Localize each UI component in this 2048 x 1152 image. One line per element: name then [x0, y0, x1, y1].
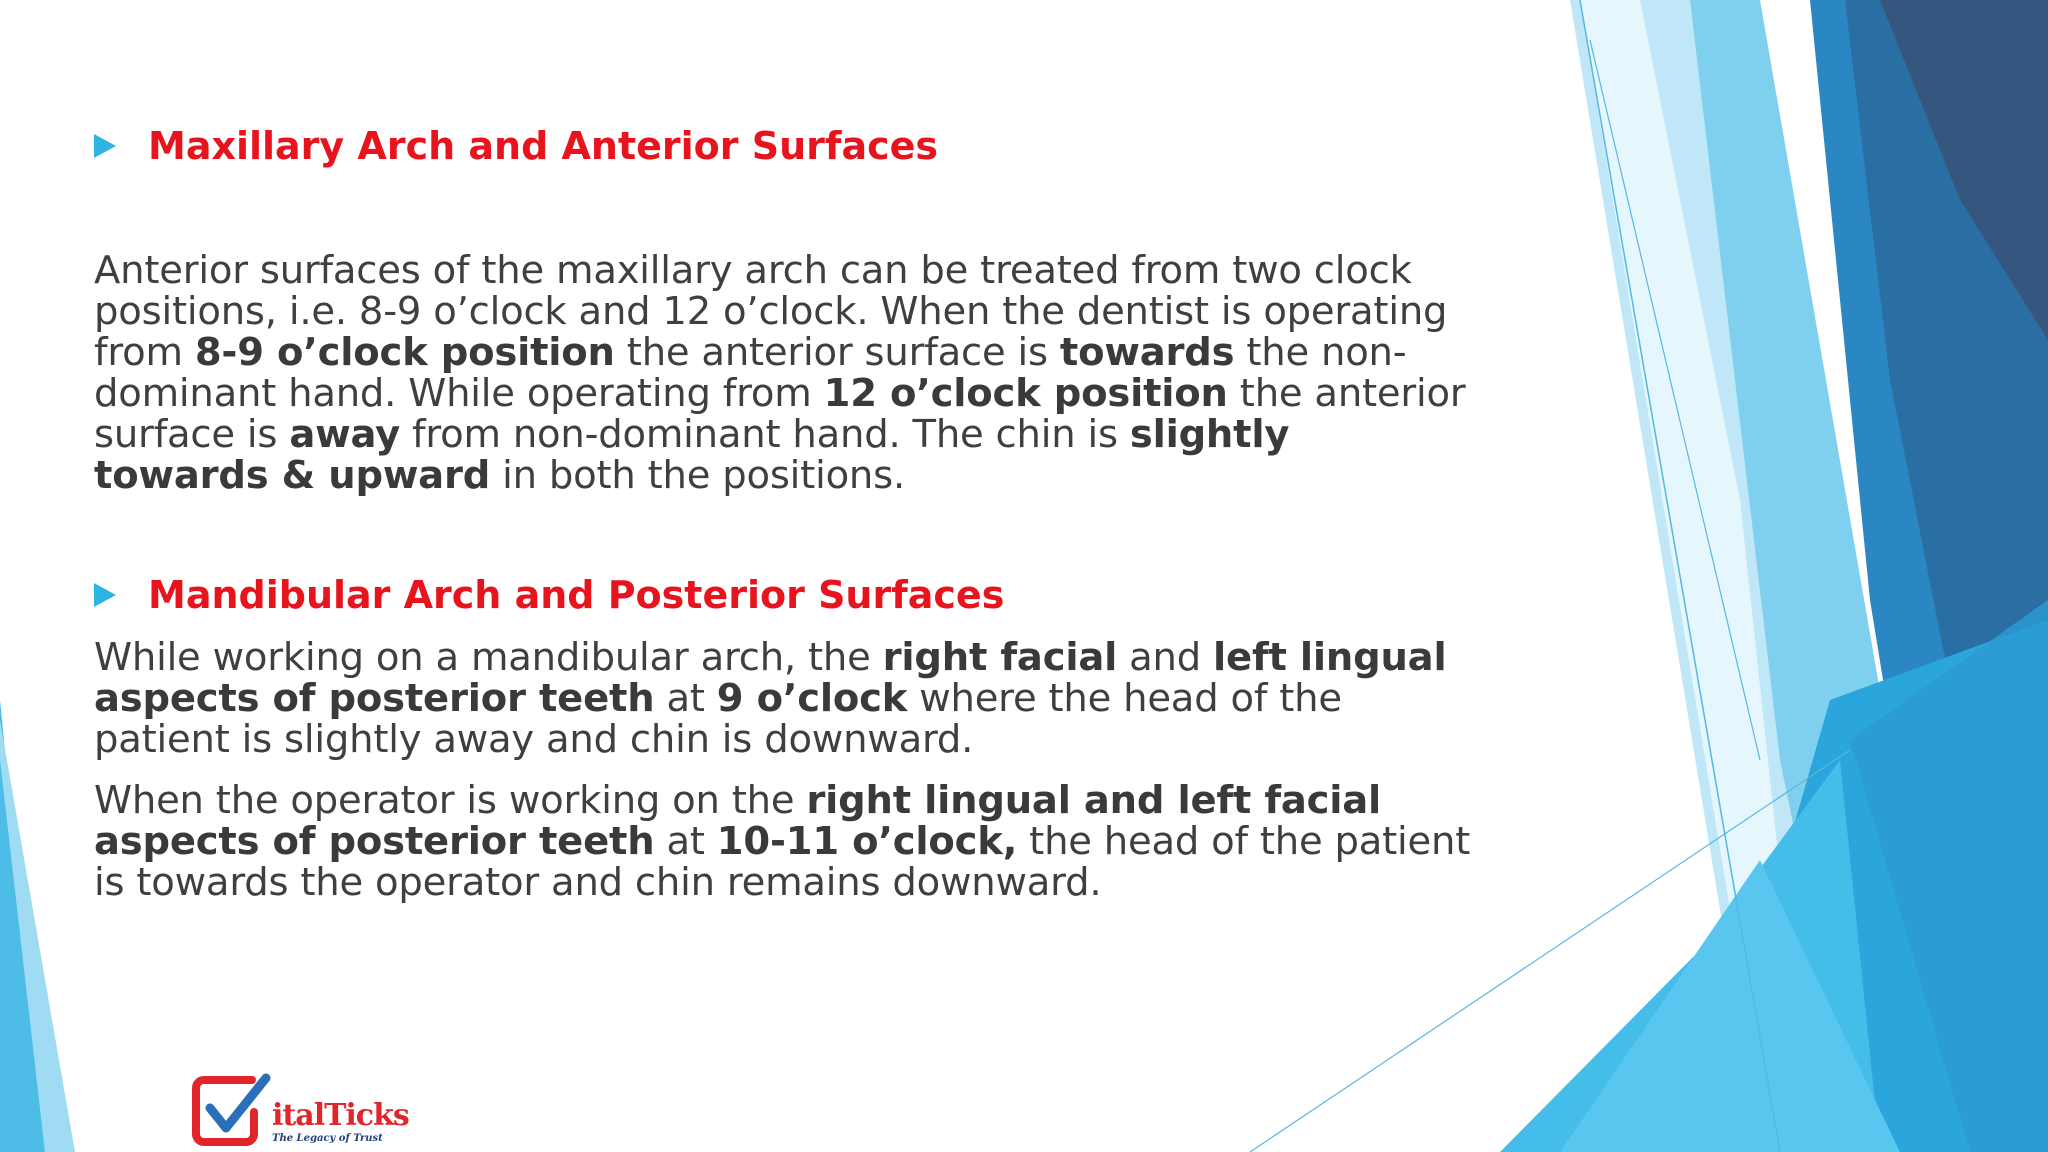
text-run: While working on a mandibular arch, the: [94, 635, 883, 680]
section-heading-maxillary: [94, 124, 938, 168]
text-run: at: [654, 676, 717, 721]
heading-text: Maxillary Arch and Anterior Surfaces: [148, 124, 939, 168]
text-run: at: [654, 819, 717, 864]
checkmark-logo-icon: [190, 1068, 274, 1152]
bold-text-run: 8-9 o’clock position: [194, 330, 615, 375]
section-heading-mandibular: [94, 573, 1004, 617]
logo-wordmark: italTicks: [272, 1098, 409, 1133]
text-run: the head of the patient is towards the operator and chin remains downward.: [94, 819, 1471, 905]
text-run: in both the positions.: [490, 453, 906, 498]
paragraph-mandibular-2: [94, 780, 1474, 903]
bold-text-run: 10-11 o’clock,: [716, 819, 1018, 864]
triangle-bullet-icon: [94, 583, 116, 607]
logo-tagline: The Legacy of Trust: [272, 1133, 383, 1144]
bold-text-run: left lingual aspects of posterior teeth: [94, 635, 1447, 721]
bold-text-run: 12 o’clock position: [823, 371, 1228, 416]
triangle-bullet-icon: [94, 134, 116, 158]
text-run: and: [1117, 635, 1214, 680]
text-run: the anterior surface is: [94, 371, 1466, 457]
text-run: the anterior surface is: [614, 330, 1060, 375]
text-run: When the operator is working on the: [94, 778, 807, 823]
bold-text-run: right facial: [882, 635, 1118, 680]
bold-text-run: away: [289, 412, 400, 457]
bold-text-run: towards: [1059, 330, 1235, 375]
text-run: where the head of the patient is slightly away and chin is downward.: [94, 676, 1342, 762]
bold-text-run: slightly towards & upward: [94, 412, 1290, 498]
paragraph-mandibular-1: [94, 637, 1474, 760]
paragraph-maxillary-anterior: [94, 250, 1474, 496]
text-run: from non-dominant hand. The chin is: [399, 412, 1130, 457]
text-run: the non-dominant hand. While operating from: [94, 330, 1407, 416]
heading-text: Mandibular Arch and Posterior Surfaces: [148, 573, 1005, 617]
text-run: Anterior surfaces of the maxillary arch can be treated from two clock positions, i.e. 8-9 o’clock and 12 o’clock. When the dentist is operating from: [94, 248, 1448, 375]
bold-text-run: right lingual and left facial aspects of posterior teeth: [94, 778, 1382, 864]
vitalticks-logo: [190, 1068, 410, 1152]
bold-text-run: 9 o’clock: [716, 676, 908, 721]
